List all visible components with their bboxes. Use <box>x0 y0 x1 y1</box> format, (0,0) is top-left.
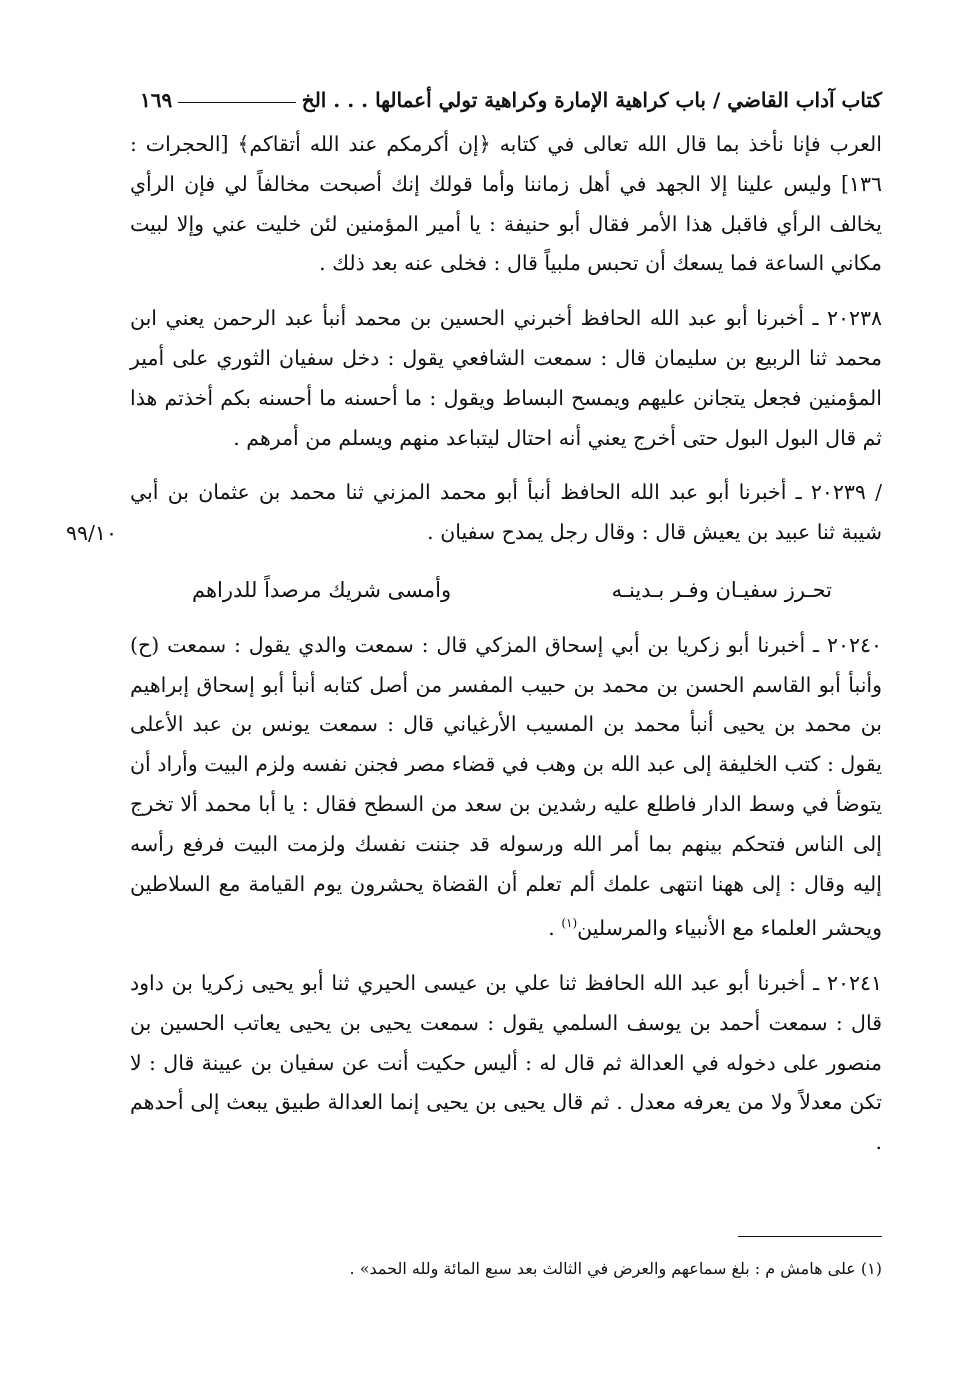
verse-second-hemistich: وأمسى شريك مرصداً للدراهم <box>192 577 452 602</box>
paragraph-20240 <box>130 626 882 949</box>
page-number: ١٦٩ <box>140 88 173 112</box>
margin-reference: ٩٩/١٠ <box>66 521 117 545</box>
paragraph-20238: ٢٠٢٣٨ ـ أخبرنا أبو عبد الله الحافظ أخبرني الحسين بن محمد أنبأ عبد الرحمن يعني ابن محمد ثنا الربيع بن سليمان قال : سمعت الشافعي يقول : دخل سفيان الثوري على أمير المؤمنين فجعل يتجانن عليهم ويمسح البساط ويقول : ما أحسنه ما أحسنه بكم أخذتم هذا ثم قال البول البول حتى أخرج يعني أنه احتال ليتباعد منهم ويسلم من أمرهم . <box>130 306 882 450</box>
footnote: (١) على هامش م : بلغ سماعهم والعرض في الثالث بعد سبع المائة ولله الحمد» . <box>349 1259 882 1278</box>
footnote-separator <box>738 1236 882 1237</box>
header-rule <box>178 102 296 103</box>
main-text <box>130 125 882 1163</box>
poem-verse <box>192 571 832 611</box>
paragraph-20241: ٢٠٢٤١ ـ أخبرنا أبو عبد الله الحافظ ثنا علي بن عيسى الحيري ثنا أبو يحيى زكريا بن داود قال : سمعت أحمد بن يوسف السلمي يقول : سمعت يحيى بن يحيى يعاتب الحسين بن منصور على دخوله في العدالة ثم قال له : أليس حكيت أنت عن سفيان بن عيينة قال : لا تكن معدلاً ولا من يعرفه معدل . ثم قال يحيى بن يحيى إنما العدالة طبيق يبعث إلى أحدهم . <box>130 970 882 1155</box>
verse-first-hemistich: تحـرز سفيـان وفـر بـدينـه <box>611 577 832 602</box>
running-header <box>140 72 882 112</box>
paragraph-20239: / ٢٠٢٣٩ ـ أخبرنا أبو عبد الله الحافظ أنبأ أبو محمد المزني ثنا محمد بن عثمان بن أبي شيبة ثنا عبيد بن يعيش قال : وقال رجل يمدح سفيان . <box>130 480 882 545</box>
paragraph-20240-text: ٢٠٢٤٠ ـ أخبرنا أبو زكريا بن أبي إسحاق المزكي قال : سمعت والدي يقول : سمعت (ح) وأنبأ أبو القاسم الحسن بن محمد بن حبيب المفسر من أصل كتابه أنبأ أبو إسحاق إبراهيم بن محمد بن يحيى أنبأ محمد بن المسيب الأرغياني قال : سمعت يونس بن عبد الأعلى يقول : كتب الخليفة إلى عبد الله بن وهب في قضاء مصر فجنن نفسه ولزم البيت وأراد أن يتوضأ في وسط الدار فاطلع عليه رشدين بن سعد من السطح فقال : يا أبا محمد ألا تخرج إلى الناس فتحكم بينهم بما أمر الله ورسوله قد جننت نفسك ولزمت البيت فرفع رأسه إليه وقال : إلى ههنا انتهى علمك ألم تعلم أن القضاة يحشرون يوم القيامة مع السلاطين ويحشر العلماء مع الأنبياء والمرسلين <box>130 632 882 941</box>
footnote-marker[interactable]: (١) <box>561 916 578 931</box>
paragraph-continuation: العرب فإنا نأخذ بما قال الله تعالى في كتابه ﴿إن أكرمكم عند الله أتقاكم﴾ [الحجرات : ١٣٦] وليس علينا إلا الجهد في أهل زماننا وأما قولك إنك أصبحت مخالفاً لي فإن الرأي يخالف الرأي فاقبل هذا الأمر فقال أبو حنيفة : يا أمير المؤمنين لئن خليت عني وإلا لبيت مكاني الساعة فما يسعك أن تحبس ملبياً قال : فخلى عنه بعد ذلك . <box>130 132 882 276</box>
paragraph-20240-tail: . <box>548 916 562 941</box>
header-title: كتاب آداب القاضي / باب كراهية الإمارة وكراهية تولي أعمالها . . . الخ <box>301 88 882 112</box>
